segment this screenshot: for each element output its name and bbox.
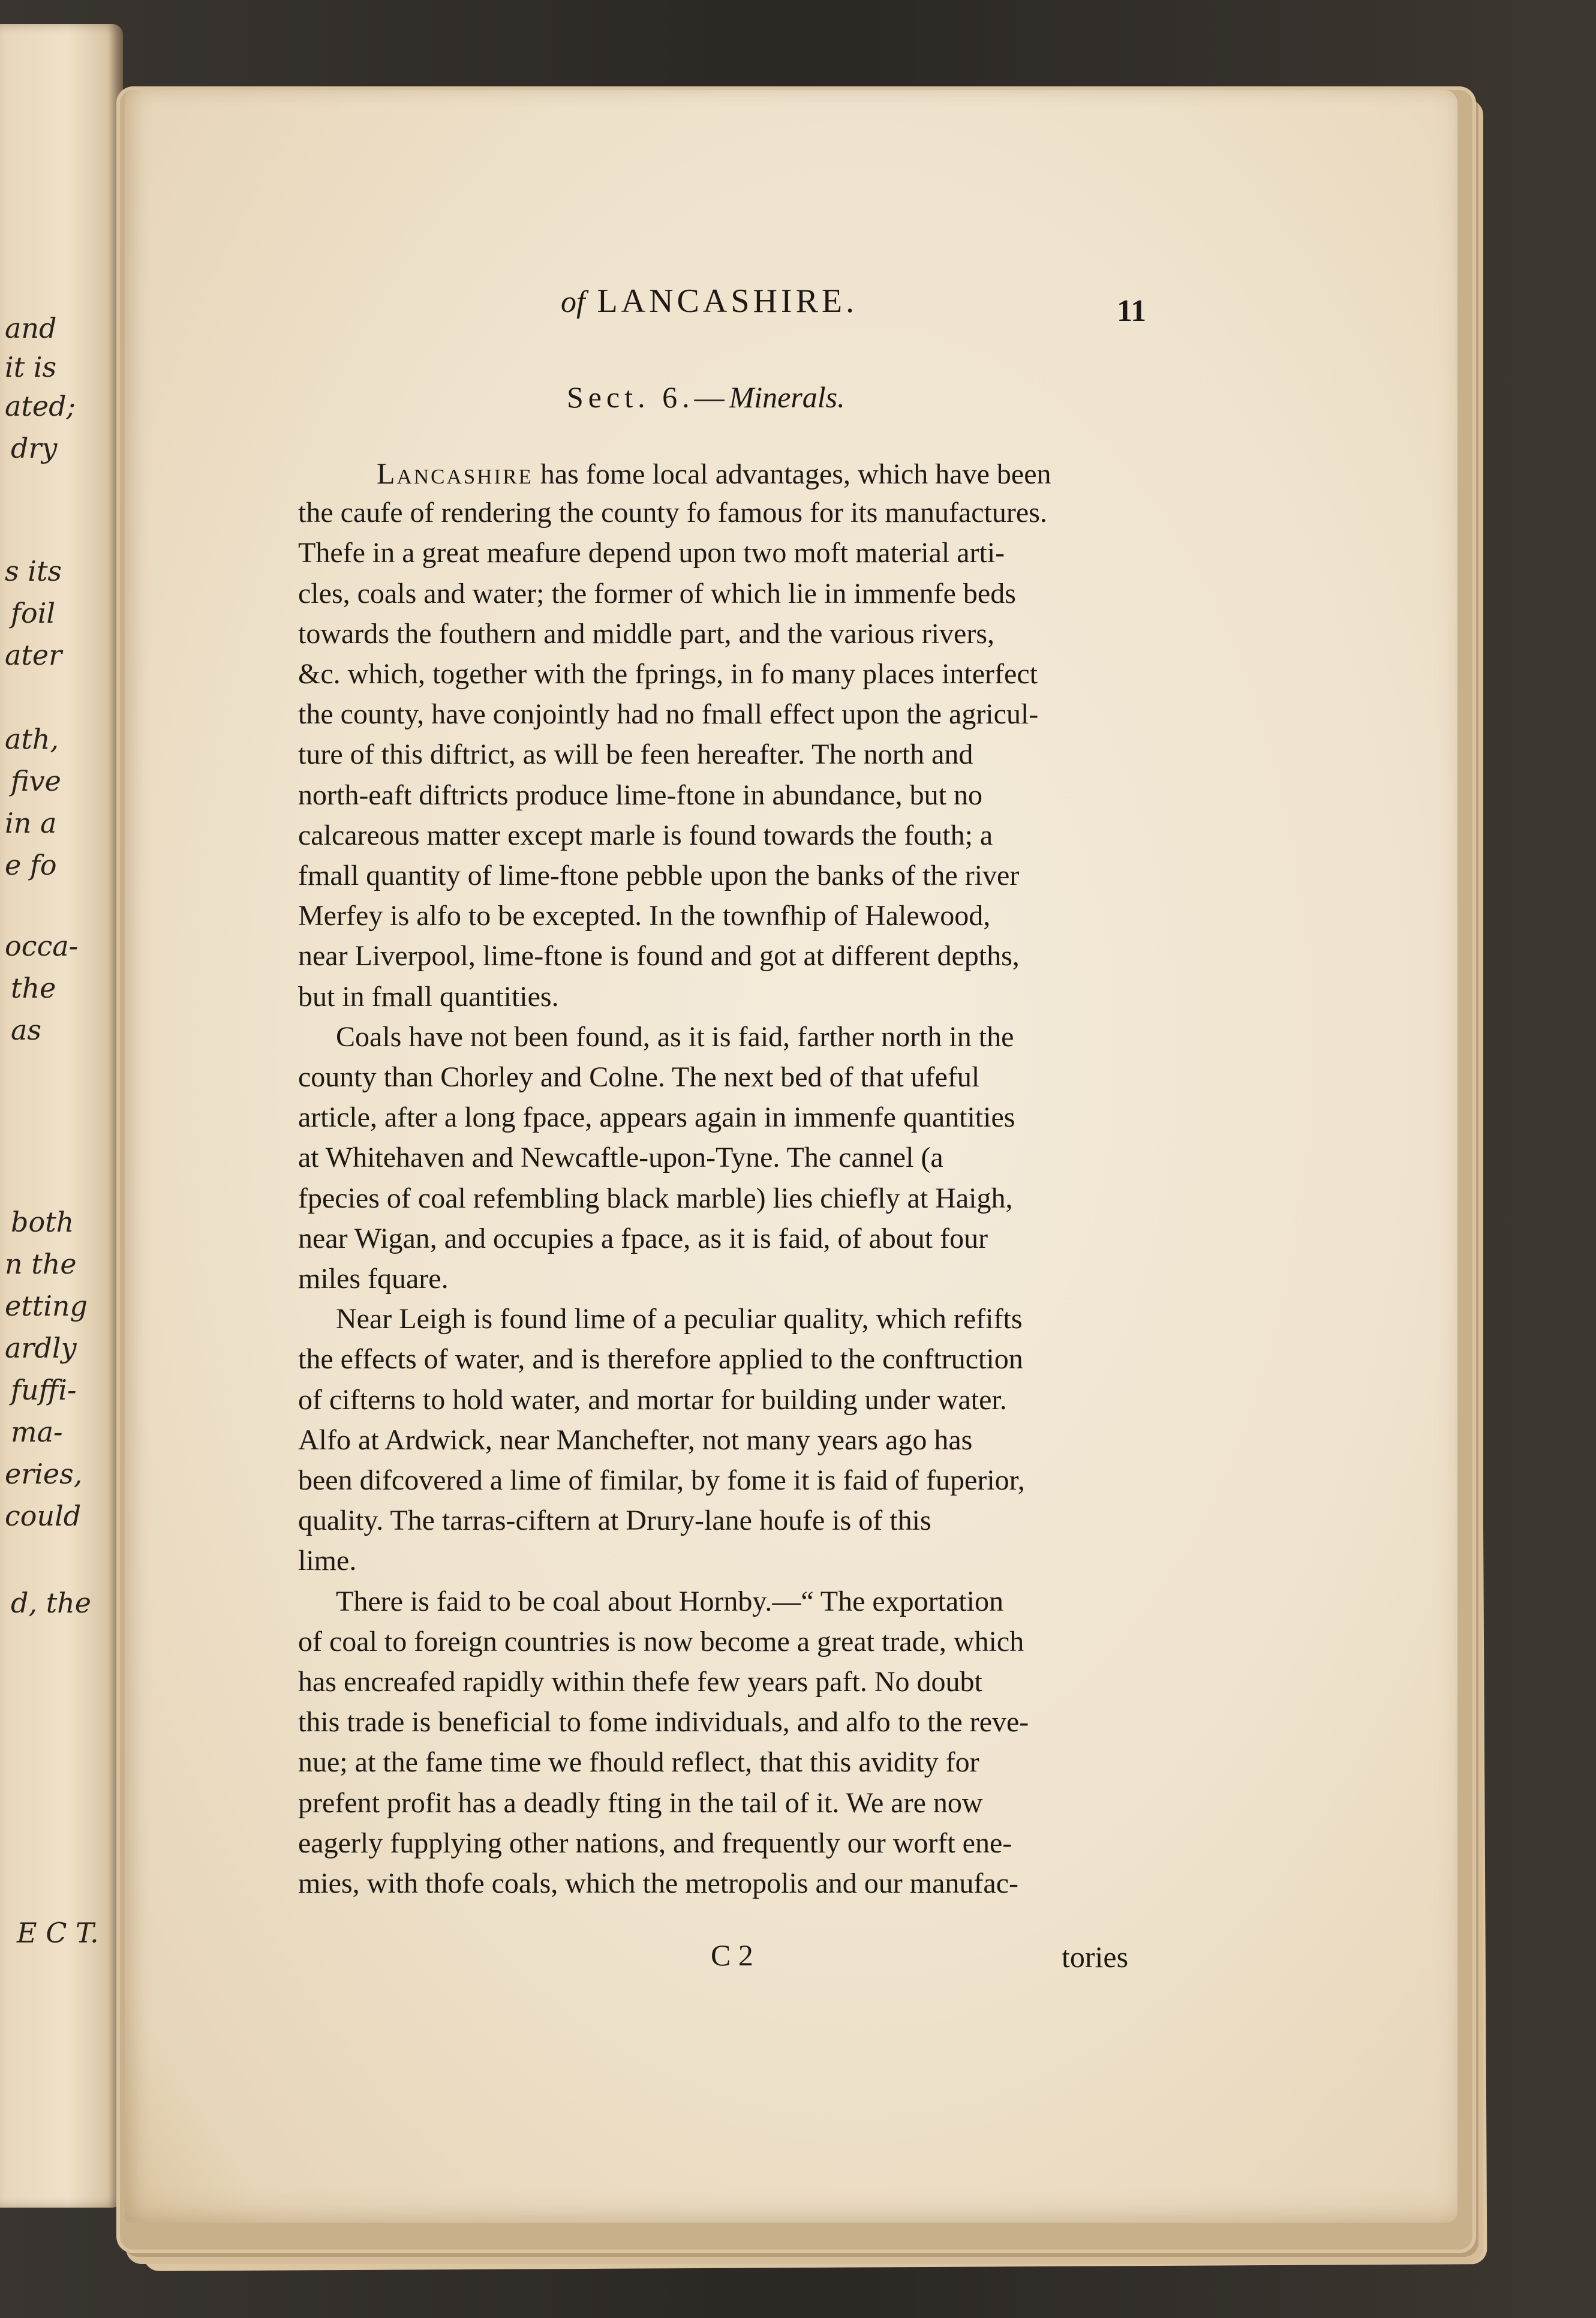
left-page-fragment: s its: [5, 555, 62, 587]
body-line: the effects of water, and is therefore applied to the conftruction: [298, 1343, 1023, 1375]
left-page-fragment: in a: [5, 807, 57, 839]
body-line: miles fquare.: [298, 1263, 449, 1295]
left-page-fragment: eries,: [5, 1458, 83, 1490]
body-line: fmall quantity of lime-ftone pebble upon the banks of the river: [298, 860, 1020, 891]
running-head: [561, 281, 858, 323]
catchword: tories: [1062, 1940, 1129, 1974]
left-page-edge: [0, 24, 123, 2208]
body-line: of cifterns to hold water, and mortar for building under water.: [298, 1384, 1007, 1416]
body-line: has encreafed rapidly within thefe few years paft. No doubt: [298, 1666, 982, 1698]
left-page-fragment: the: [11, 972, 56, 1004]
left-page-fragment: dry: [11, 432, 58, 464]
left-page-fragment: fuffi-: [11, 1374, 77, 1406]
section-heading: [567, 377, 845, 418]
left-page-fragment: ath,: [5, 723, 59, 755]
body-line: article, after a long fpace, appears again in immenfe quantities: [298, 1101, 1015, 1133]
running-head-title: LANCASHIRE.: [597, 283, 858, 320]
signature-mark: C 2: [711, 1938, 753, 1972]
running-head-prefix: of: [561, 285, 585, 319]
body-line: towards the fouthern and middle part, and the various rivers,: [298, 618, 994, 650]
left-page-fragment: both: [11, 1206, 74, 1238]
body-line: mies, with thofe coals, which the metropolis and our manufac-: [298, 1867, 1019, 1899]
page-number: 11: [1117, 294, 1147, 328]
body-line: &c. which, together with the fprings, in fo many places interfect: [298, 658, 1038, 690]
body-line: but in fmall quantities.: [298, 981, 559, 1013]
body-line: north-eaft diftricts produce lime-ftone in abundance, but no: [298, 779, 982, 811]
body-line: been difcovered a lime of fimilar, by fome it is faid of fuperior,: [298, 1464, 1025, 1496]
left-page-fragment: ardly: [5, 1332, 77, 1364]
body-line: Merfey is alfo to be excepted. In the townfhip of Halewood,: [298, 900, 991, 932]
left-page-fragment: could: [5, 1500, 82, 1532]
left-page-fragment: ma-: [11, 1416, 63, 1448]
body-line-text: has fome local advantages, which have been: [540, 458, 1051, 490]
body-line: lime.: [298, 1545, 357, 1577]
left-page-fragment: ater: [5, 639, 62, 671]
body-line: [377, 456, 1216, 491]
left-page-fragment: n the: [5, 1248, 77, 1280]
left-page-fragment: foil: [11, 597, 56, 629]
left-page-fragment: ated;: [5, 390, 76, 422]
body-line: Thefe in a great meafure depend upon two moft material arti-: [298, 537, 1005, 569]
body-line: the caufe of rendering the county fo famous for its manufactures.: [298, 497, 1047, 529]
body-line: ture of this diftrict, as will be feen hereafter. The north and: [298, 738, 973, 770]
section-title: Minerals.: [729, 380, 845, 414]
left-page-fragment: E C T.: [17, 1917, 99, 1949]
body-line: prefent profit has a deadly fting in the tail of it. We are now: [298, 1787, 983, 1819]
body-line: nue; at the fame time we fhould reflect, that this avidity for: [298, 1746, 979, 1778]
body-line: quality. The tarras-ciftern at Drury-lane houfe is of this: [298, 1505, 931, 1536]
left-page-fragment: as: [11, 1014, 42, 1046]
body-line: fpecies of coal refembling black marble) lies chiefly at Haigh,: [298, 1182, 1013, 1214]
body-line: the county, have conjointly had no fmall effect upon the agricul-: [298, 698, 1039, 730]
body-line: eagerly fupplying other nations, and frequently our worft ene-: [298, 1827, 1012, 1859]
left-page-fragment: it is: [5, 351, 57, 383]
body-line: near Liverpool, lime-ftone is found and got at different depths,: [298, 940, 1020, 972]
body-line: cles, coals and water; the former of which lie in immenfe beds: [298, 578, 1016, 609]
body-line: near Wigan, and occupies a fpace, as it is faid, of about four: [298, 1223, 988, 1254]
left-page-fragment: and: [5, 312, 57, 344]
body-line: There is faid to be coal about Hornby.—“ The exportation: [336, 1586, 1003, 1617]
body-line: calcareous matter except marle is found towards the fouth; a: [298, 819, 993, 851]
body-line: of coal to foreign countries is now become a great trade, which: [298, 1626, 1024, 1658]
body-line: county than Chorley and Colne. The next bed of that ufeful: [298, 1061, 980, 1093]
section-label: Sect. 6.—: [567, 380, 729, 414]
body-line: this trade is beneficial to fome individuals, and alfo to the reve-: [298, 1706, 1029, 1738]
body-line: Alfo at Ardwick, near Manchefter, not many years ago has: [298, 1424, 973, 1456]
paragraph-lead-word: Lancashire: [377, 457, 533, 490]
body-line: Coals have not been found, as it is faid, farther north in the: [336, 1021, 1014, 1053]
left-page-fragment: occa-: [5, 930, 79, 962]
body-line: Near Leigh is found lime of a peculiar quality, which refifts: [336, 1303, 1023, 1335]
left-page-fragment: d, the: [11, 1587, 92, 1619]
left-page-fragment: etting: [5, 1290, 88, 1322]
left-page-fragment: e fo: [5, 849, 57, 881]
left-page-fragment: five: [11, 765, 61, 797]
body-line: at Whitehaven and Newcaftle-upon-Tyne. The cannel (a: [298, 1142, 943, 1173]
